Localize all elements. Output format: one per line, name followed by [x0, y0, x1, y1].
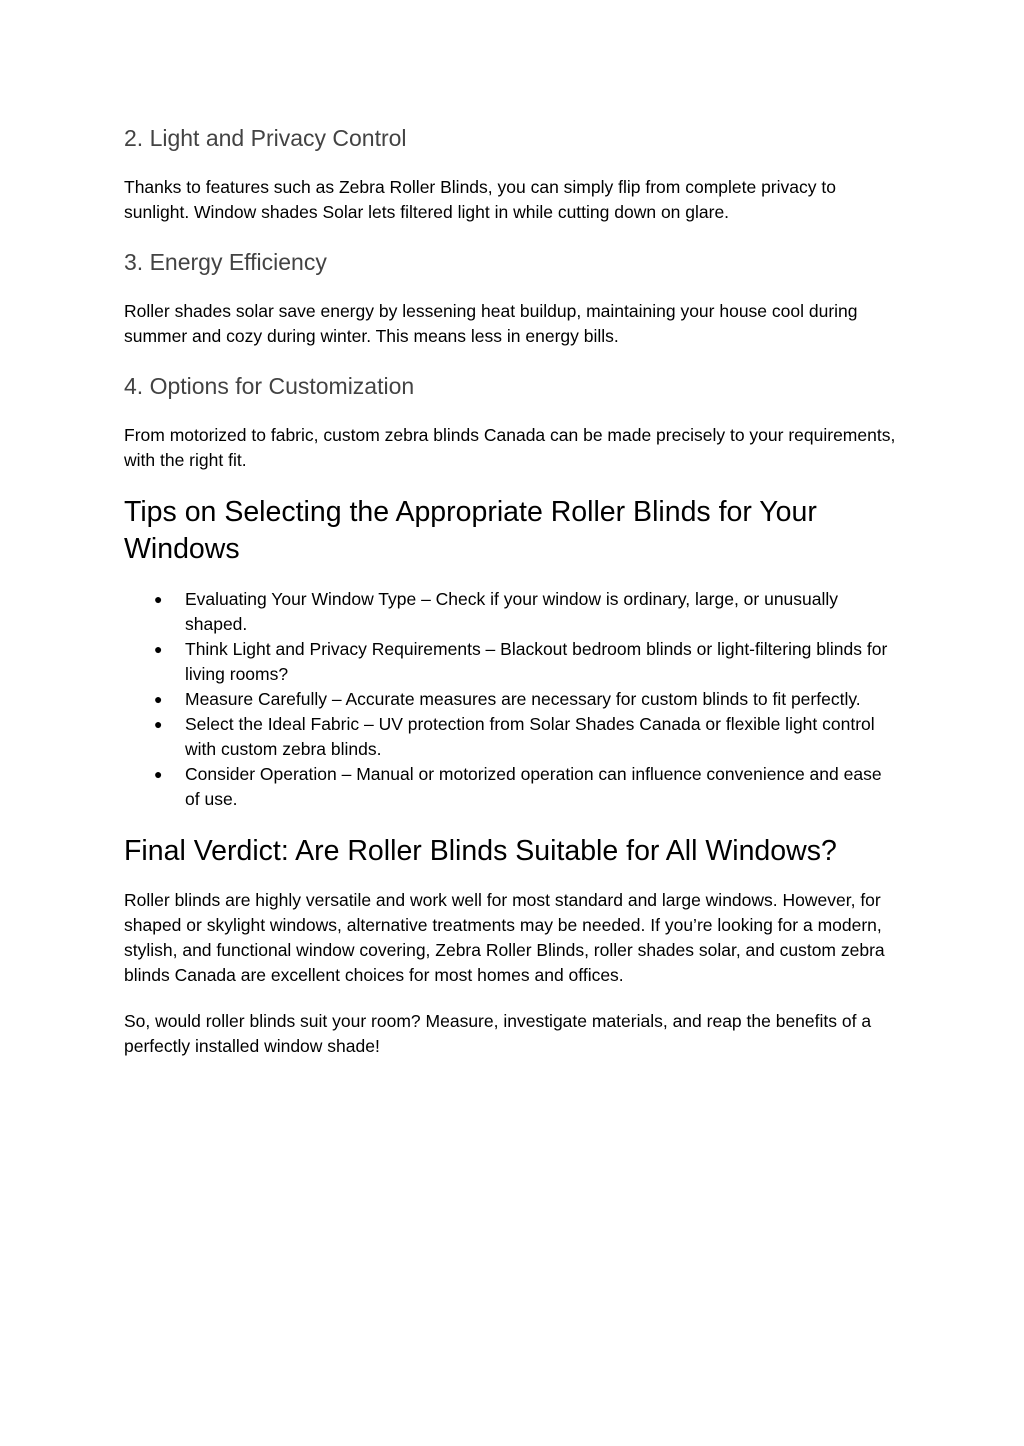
heading-tips: Tips on Selecting the Appropriate Roller Blinds for Your Windows — [124, 496, 817, 565]
bullet-icon: ● — [154, 641, 163, 657]
paragraph-closing: So, would roller blinds suit your room? Measure, investigate materials, and reap the benefits of a perfectly installed window shade! — [124, 1011, 872, 1056]
heading-final-verdict: Final Verdict: Are Roller Blinds Suitable for All Windows? — [124, 835, 837, 867]
document-content — [124, 0, 900, 1059]
tips-list — [124, 587, 900, 812]
paragraph-light-privacy: Thanks to features such as Zebra Roller Blinds, you can simply flip from complete privacy to sunlight. Window shades Solar lets filtered light in while cutting down on glare. — [124, 177, 836, 222]
list-item-text: Consider Operation – Manual or motorized operation can influence convenience and ease of use. — [185, 764, 882, 809]
paragraph-verdict: Roller blinds are highly versatile and work well for most standard and large windows. However, for shaped or skylight windows, alternative treatments may be needed. If you’re looking for a modern, stylish, and functional window covering, Zebra Roller Blinds, roller shades solar, and custom zebra blinds Canada are excellent choices for most homes and offices. — [124, 890, 885, 985]
list-item-text: Select the Ideal Fabric – UV protection from Solar Shades Canada or flexible light control with custom zebra blinds. — [185, 714, 875, 759]
paragraph-customization: From motorized to fabric, custom zebra blinds Canada can be made precisely to your requirements, with the right fit. — [124, 425, 896, 470]
list-item-text: Measure Carefully – Accurate measures are necessary for custom blinds to fit perfectly. — [185, 689, 861, 709]
heading-customization: 4. Options for Customization — [124, 373, 415, 399]
bullet-icon: ● — [154, 591, 163, 607]
heading-energy-efficiency: 3. Energy Efficiency — [124, 249, 327, 275]
list-item — [124, 587, 900, 637]
list-item — [124, 687, 900, 712]
list-item — [124, 762, 900, 812]
bullet-icon: ● — [154, 766, 163, 782]
list-item — [124, 712, 900, 762]
list-item-text: Think Light and Privacy Requirements – Blackout bedroom blinds or light-filtering blinds for living rooms? — [185, 639, 888, 684]
heading-light-privacy: 2. Light and Privacy Control — [124, 125, 407, 151]
paragraph-energy-efficiency: Roller shades solar save energy by lessening heat buildup, maintaining your house cool during summer and cozy during winter. This means less in energy bills. — [124, 301, 858, 346]
bullet-icon: ● — [154, 691, 163, 707]
list-item — [124, 637, 900, 687]
list-item-text: Evaluating Your Window Type – Check if your window is ordinary, large, or unusually shaped. — [185, 589, 839, 634]
bullet-icon: ● — [154, 716, 163, 732]
